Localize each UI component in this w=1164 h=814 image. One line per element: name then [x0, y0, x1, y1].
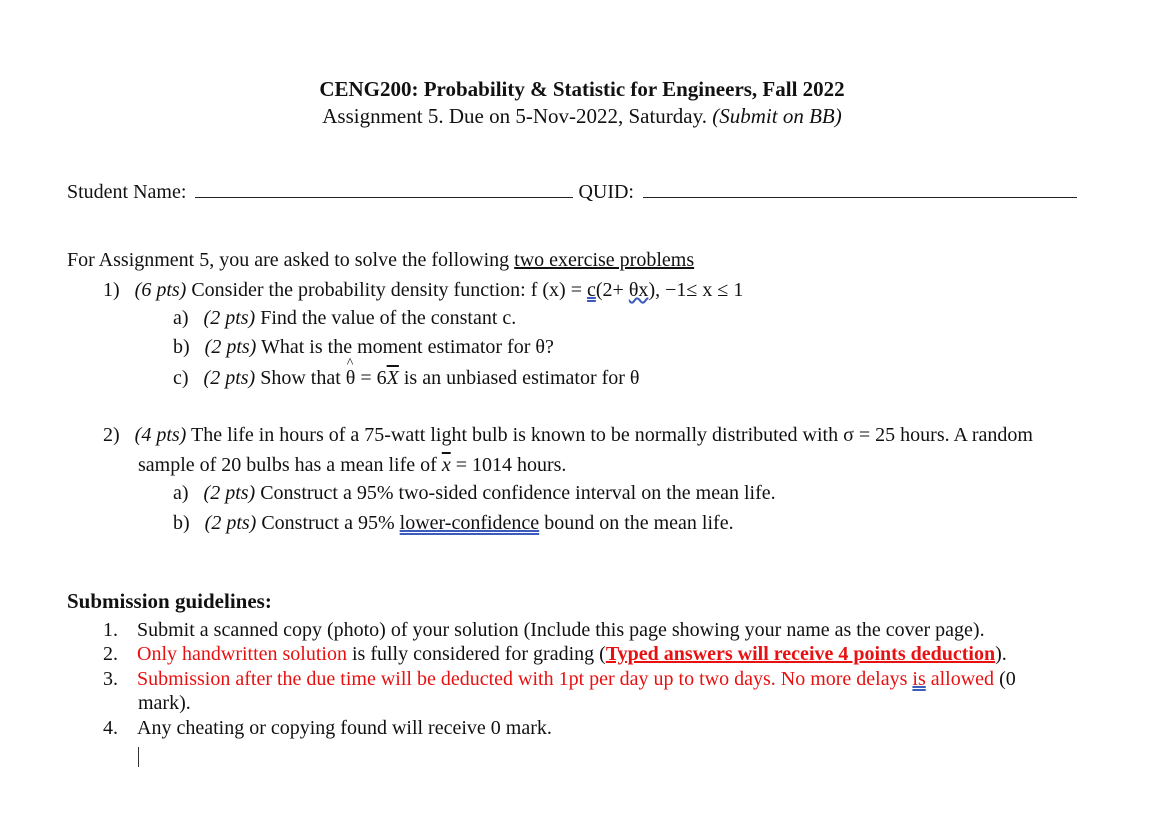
part-label: b) — [173, 336, 190, 358]
document-title: CENG200: Probability & Statistic for Engineers, Fall 2022 — [319, 77, 845, 101]
part-text: What is the moment estimator for θ? — [260, 336, 554, 358]
part-points: (2 pts) — [204, 512, 257, 534]
theta-hat-symbol: ^ θ — [346, 367, 356, 390]
guideline-red-text: Submission after the due time will be deducted with 1pt per day up to two days. No more delays — [137, 668, 913, 690]
problem-2b — [173, 512, 734, 535]
subtitle-submit-note: (Submit on BB) — [712, 104, 842, 128]
quid-field[interactable] — [643, 183, 1077, 198]
student-name-field[interactable] — [195, 183, 573, 198]
problem-1-constant: c — [587, 279, 596, 301]
guideline-text: Any cheating or copying found will receive 0 mark. — [137, 717, 552, 739]
part-text: Show that — [260, 367, 346, 389]
guideline-number: 3. — [103, 668, 118, 690]
document-subtitle — [0, 104, 1164, 129]
guideline-item — [103, 619, 985, 642]
part-points: (2 pts) — [203, 307, 256, 329]
guideline-item-continued: mark). — [138, 692, 191, 714]
problem-1-points: (6 pts) — [134, 279, 187, 301]
part-label: c) — [173, 367, 189, 389]
problem-2-text-b: sample of 20 bulbs has a mean life of — [138, 454, 442, 476]
problem-2-number: 2) — [103, 424, 120, 446]
problem-1b — [173, 336, 554, 359]
part-points: (2 pts) — [203, 482, 256, 504]
problem-1-range: ), −1≤ x ≤ 1 — [648, 279, 744, 301]
guideline-text: Submit a scanned copy (photo) of your solution (Include this page showing your name as the cover page). — [137, 619, 985, 641]
guideline-number: 1. — [103, 619, 118, 641]
problem-2-text-c: = 1014 hours. — [450, 454, 567, 476]
x-bar-symbol: $\overline{X}$ — [386, 367, 399, 389]
guideline-deduction-text: Typed answers will receive 4 points deduction — [605, 643, 996, 665]
guideline-text-end: ). — [995, 643, 1007, 665]
problem-1-theta-x: θx — [628, 279, 649, 301]
problem-1-text: Consider the probability density function: f (x) = — [191, 279, 587, 301]
part-points: (2 pts) — [204, 336, 257, 358]
part-label: a) — [173, 307, 189, 329]
problem-2-line2 — [138, 454, 566, 477]
part-text: Construct a 95% two-sided confidence interval on the mean life. — [260, 482, 776, 504]
part-points: (2 pts) — [203, 367, 256, 389]
subtitle-main: Assignment 5. Due on 5-Nov-2022, Saturday. — [322, 104, 708, 128]
problem-2 — [103, 424, 1033, 447]
student-info-row — [67, 181, 1077, 204]
part-text: Construct a 95% — [261, 512, 400, 534]
problem-2-text: The life in hours of a 75-watt light bulb is known to be normally distributed with σ = 25 hours. A random — [190, 424, 1033, 446]
part-label: b) — [173, 512, 190, 534]
guideline-text-end: (0 — [994, 668, 1016, 690]
equation-text: = 6 — [355, 367, 387, 389]
guidelines-heading: Submission guidelines: — [67, 589, 272, 613]
quid-label: QUID: — [578, 181, 634, 203]
guideline-red-text-b: allowed — [925, 668, 995, 690]
text-cursor[interactable] — [138, 747, 139, 767]
intro-paragraph — [67, 249, 694, 272]
problem-1-number: 1) — [103, 279, 120, 301]
guideline-number: 4. — [103, 717, 118, 739]
problem-1-text-b: (2+ — [595, 279, 629, 301]
student-name-label: Student Name: — [67, 181, 187, 203]
guideline-number: 2. — [103, 643, 118, 665]
x-bar-symbol: $\overline{x}$ — [441, 454, 451, 476]
lower-confidence-term: lower-confidence — [399, 512, 540, 534]
guideline-item — [103, 668, 1016, 691]
part-text-end: bound on the mean life. — [539, 512, 734, 534]
intro-text: For Assignment 5, you are asked to solve the following — [67, 249, 510, 271]
guideline-item — [103, 643, 1007, 666]
problem-1 — [103, 279, 743, 302]
problem-1a — [173, 307, 516, 330]
guideline-item — [103, 717, 552, 740]
problem-2-points: (4 pts) — [134, 424, 187, 446]
part-text-end: is an unbiased estimator for θ — [398, 367, 640, 389]
problem-1c — [173, 367, 640, 390]
guideline-text: is fully considered for grading ( — [346, 643, 606, 665]
part-label: a) — [173, 482, 189, 504]
problem-2a — [173, 482, 776, 505]
intro-emphasis: two exercise problems — [514, 249, 695, 271]
part-text: Find the value of the constant c. — [260, 307, 517, 329]
guideline-red-is: is — [912, 668, 926, 690]
guideline-red-text: Only handwritten solution — [137, 643, 347, 665]
